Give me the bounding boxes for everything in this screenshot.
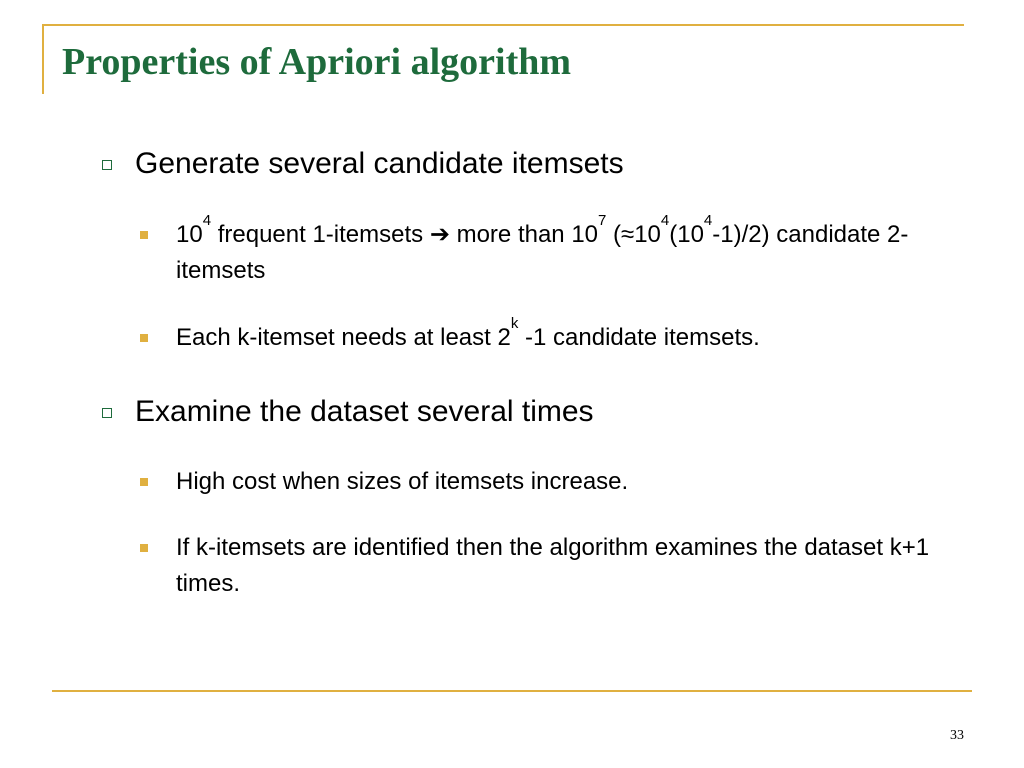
filled-square-bullet-icon: [140, 334, 148, 342]
sub-bullet-k-plus-one: [140, 530, 970, 602]
left-border-line: [42, 24, 44, 94]
bottom-divider-line: [52, 690, 972, 692]
sub-bullet-k-itemset: [140, 315, 970, 356]
bullet-text: Generate several candidate itemsets: [135, 147, 624, 180]
sub-bullet-high-cost: [140, 464, 970, 500]
sub-bullet-text: If k-itemsets are identified then the algorithm examines the dataset k+1 times.: [176, 534, 930, 597]
hollow-square-bullet-icon: [102, 408, 112, 418]
sub-bullet-text: High cost when sizes of itemsets increase.: [176, 468, 629, 495]
bullet-text: Examine the dataset several times: [135, 395, 594, 428]
top-border-line: [42, 24, 964, 26]
sub-bullet-text: Each k-itemset needs at least 2$^k$ -1 candidate itemsets.: [176, 315, 760, 351]
hollow-square-bullet-icon: [102, 160, 112, 170]
filled-square-bullet-icon: [140, 544, 148, 552]
filled-square-bullet-icon: [140, 478, 148, 486]
bullet-generate-candidates: [102, 146, 624, 182]
right-arrow-icon: ➔: [429, 221, 450, 248]
page-number: 33: [950, 728, 964, 743]
sub-bullet-frequent-itemsets: [140, 212, 970, 289]
sub-bullet-text: $10^4$ frequent 1-itemsets ➔ more than $10^7$ $(\approx 10^4(10^4-1)/2)$ candidate 2-itemsets: [176, 212, 909, 284]
bullet-examine-dataset: [102, 394, 594, 430]
slide-title: Properties of Apriori algorithm: [62, 41, 572, 83]
filled-square-bullet-icon: [140, 231, 148, 239]
